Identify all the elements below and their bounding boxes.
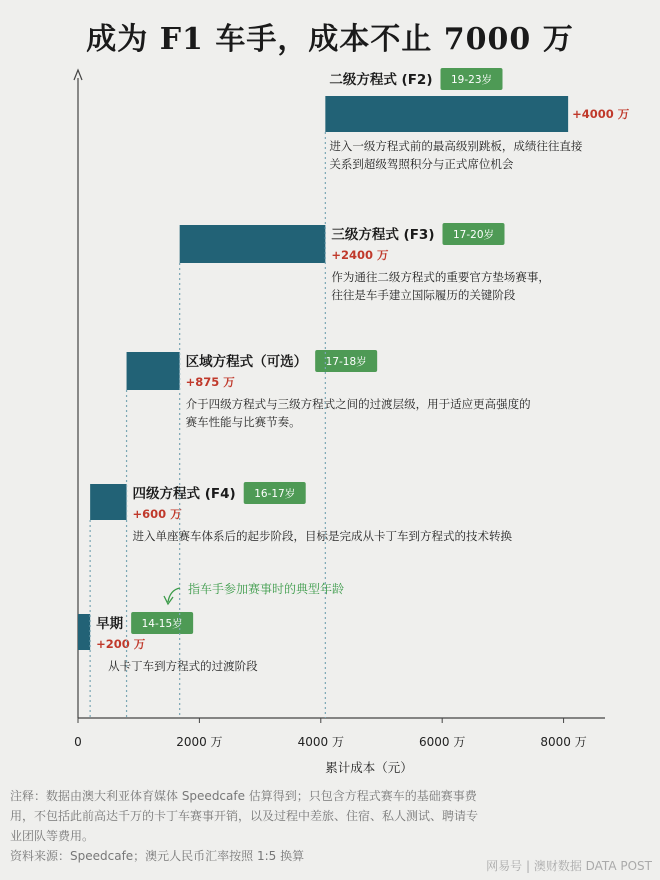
x-tick-label: 6000 万	[419, 735, 466, 749]
stage-description: 作为通往二级方程式的重要官方垫场赛事，	[331, 270, 550, 284]
footnote-line-1: 注释：数据由澳大利亚体育媒体 Speedcafe 估算得到；只包含方程式赛车的基础赛事费	[10, 789, 477, 803]
stage-cost: +600 万	[132, 507, 182, 521]
stage-description: 进入一级方程式前的最高级别跳板，成绩往往直接	[329, 139, 583, 153]
stage-description: 从卡丁车到方程式的过渡阶段	[108, 659, 258, 673]
x-tick-label: 2000 万	[176, 735, 223, 749]
x-tick-label: 4000 万	[297, 735, 344, 749]
source-line: 资料来源：Speedcafe；澳元人民币汇率按照 1:5 换算	[10, 849, 305, 863]
chart-title: 成为 F1 车手，成本不止 7000 万	[86, 22, 574, 57]
x-tick-label: 0	[74, 735, 82, 749]
stage-description: 介于四级方程式与三级方程式之间的过渡层级，用于适应更高强度的	[185, 397, 531, 411]
stage-description: 赛车性能与比赛节奏。	[185, 415, 301, 429]
stage-bar	[78, 614, 90, 650]
stage-bar	[127, 352, 180, 390]
stage-name: 早期	[96, 616, 124, 632]
x-axis-title: 累计成本（元）	[325, 760, 413, 775]
stage-cost: +200 万	[96, 637, 146, 651]
stage-cost: +4000 万	[572, 107, 630, 121]
stage-name: 区域方程式（可选）	[185, 354, 308, 370]
age-badge-label: 14-15岁	[141, 618, 183, 630]
stage-bar	[180, 225, 326, 263]
annotation-pointer	[168, 588, 180, 602]
age-badge-label: 17-20岁	[452, 229, 495, 241]
annotation-label: 指车手参加赛事时的典型年龄	[188, 582, 345, 596]
x-tick-label: 8000 万	[540, 735, 587, 749]
age-badge-label: 17-18岁	[325, 356, 367, 368]
watermark: 网易号 | 澳财数据 DATA POST	[486, 859, 652, 873]
footnote	[10, 786, 650, 866]
age-badge-label: 19-23岁	[450, 74, 493, 86]
stage-description: 进入单座赛车体系后的起步阶段，目标是完成从卡丁车到方程式的技术转换	[132, 529, 513, 543]
stage-description: 往往是车手建立国际履历的关键阶段	[331, 288, 516, 302]
stage-name: 四级方程式 (F4)	[132, 486, 236, 502]
stage-name: 二级方程式 (F2)	[329, 72, 433, 88]
stage-bar	[90, 484, 126, 520]
stage-description: 关系到超级驾照积分与正式席位机会	[329, 157, 514, 171]
stage-name: 三级方程式 (F3)	[331, 227, 435, 243]
age-badge-label: 16-17岁	[254, 488, 296, 500]
footnote-line-2: 用，不包括此前高达千万的卡丁车赛事开销，以及过程中差旅、住宿、私人测试、聘请专	[10, 809, 479, 823]
stage-bar	[325, 96, 568, 132]
stage-cost: +2400 万	[331, 248, 389, 262]
footnote-line-3: 业团队等费用。	[10, 829, 95, 843]
stage-cost: +875 万	[185, 375, 235, 389]
